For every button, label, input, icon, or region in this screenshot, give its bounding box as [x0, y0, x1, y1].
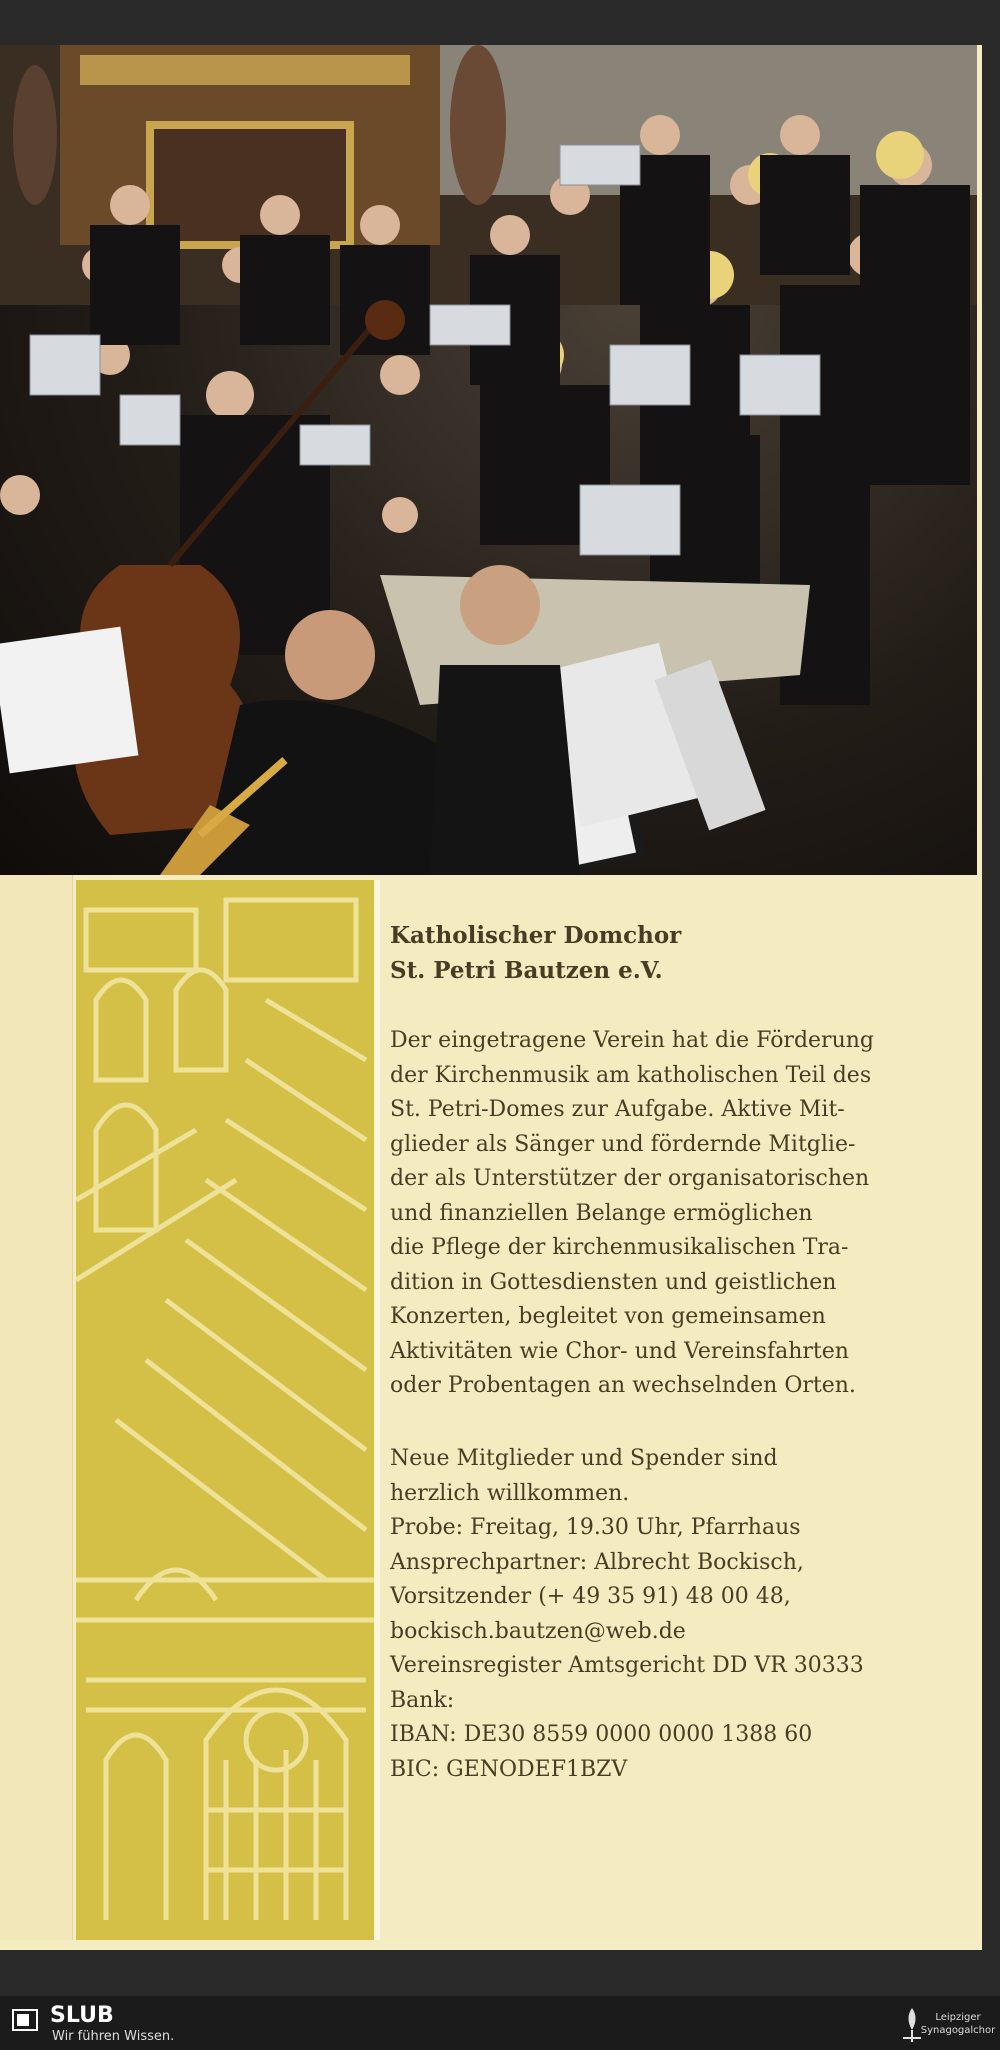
- footer-bar: [0, 1996, 1000, 2050]
- bic-line: BIC: GENODEF1BZV: [390, 1756, 628, 1782]
- body-line: Konzerten, begleitet von gemeinsamen: [390, 1304, 826, 1329]
- description-paragraph: [390, 1024, 960, 1404]
- partner-line-2: Synagogalchor: [920, 2025, 996, 2036]
- slub-logo-icon: [12, 2009, 38, 2031]
- body-line: und finanziellen Belange ermöglichen: [390, 1200, 813, 1226]
- partner-line-1: Leipziger: [935, 2012, 981, 2023]
- body-line: glieder als Sänger und fördernde Mitglie-: [390, 1131, 856, 1157]
- body-line: Aktivitäten wie Chor- und Vereinsfahrten: [390, 1338, 849, 1364]
- email-link[interactable]: bockisch.bautzen@web.de: [390, 1618, 686, 1644]
- choir-title: [390, 918, 950, 988]
- body-line: St. Petri-Domes zur Aufgabe. Aktive Mit-: [390, 1097, 845, 1122]
- contact-info: [390, 1442, 960, 1787]
- title-line-1: Katholischer Domchor: [390, 922, 682, 949]
- info-line: herzlich willkommen.: [390, 1480, 630, 1506]
- body-line: Der eingetragene Verein hat die Förderung: [390, 1028, 874, 1053]
- choir-photo: [0, 45, 977, 875]
- body-line: der Kirchenmusik am katholischen Teil des: [390, 1062, 872, 1088]
- info-line: Neue Mitglieder und Spender sind: [390, 1446, 778, 1471]
- phone-line: Vorsitzender (+ 49 35 91) 48 00 48,: [390, 1584, 791, 1609]
- slub-tagline: Wir führen Wissen.: [52, 2029, 175, 2044]
- body-line: der als Unterstützer der organisatorischen: [390, 1166, 870, 1191]
- partner-name: [920, 2011, 996, 2037]
- contact-person-line: Ansprechpartner: Albrecht Bockisch,: [390, 1549, 804, 1575]
- cathedral-illustration: [76, 880, 374, 1940]
- slub-brand[interactable]: SLUB: [50, 2003, 114, 2028]
- body-line: dition in Gottesdiensten und geistlichen: [390, 1269, 837, 1295]
- rehearsal-line: Probe: Freitag, 19.30 Uhr, Pfarrhaus: [390, 1515, 801, 1540]
- body-line: die Pflege der kirchenmusikalischen Tra-: [390, 1235, 849, 1260]
- body-line: oder Probentagen an wechselnden Orten.: [390, 1373, 856, 1398]
- iban-line: IBAN: DE30 8559 0000 0000 1388 60: [390, 1722, 813, 1747]
- bank-label: Bank:: [390, 1687, 455, 1713]
- fold-strip: [0, 875, 73, 1940]
- register-line: Vereinsregister Amtsgericht DD VR 30333: [390, 1653, 864, 1678]
- title-line-2: St. Petri Bautzen e.V.: [390, 957, 663, 984]
